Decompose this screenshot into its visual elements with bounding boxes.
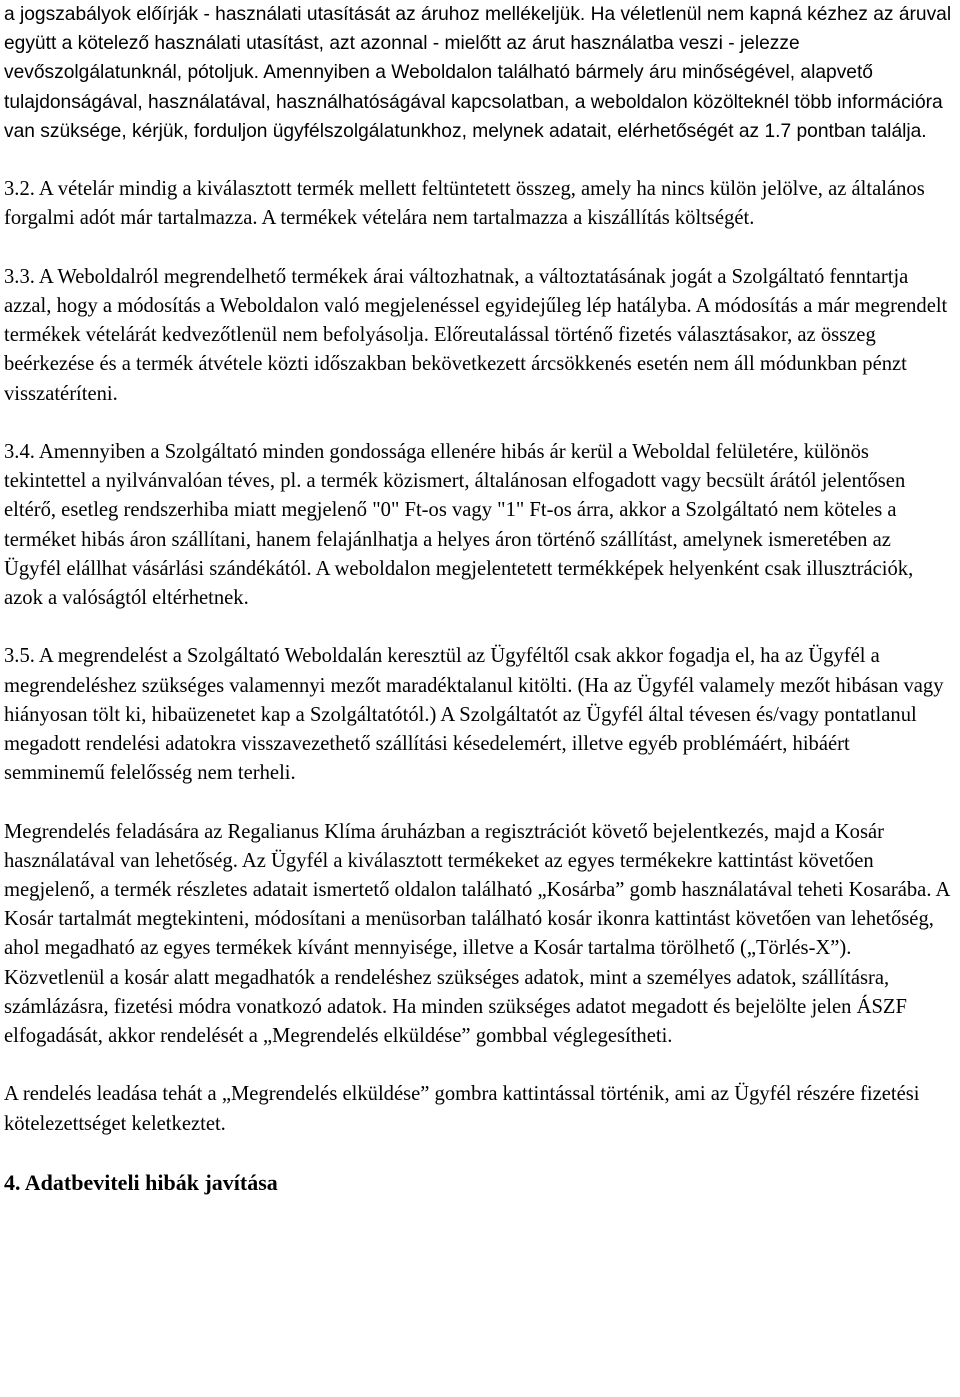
- paragraph-order-submission: A rendelés leadása tehát a „Megrendelés elküldése” gombra kattintással történik, ami az Ügyfél részére fizetési kötelezettséget keletkeztet.: [4, 1083, 920, 1135]
- paragraph-gap: [4, 409, 952, 438]
- paragraph-3-4: 3.4. Amennyiben a Szolgáltató minden gondossága ellenére hibás ár kerül a Weboldal felületére, különös tekintettel a nyilvánvalóan téves, pl. a termék közismert, általánosan elfogadott vagy becsült árától jelentősen eltérő, esetleg rendszerhiba miatt megjelenő "0" Ft-os vagy "1" Ft-os árra, akkor a Szolgáltató nem köteles a terméket hibás áron szállítani, hanem felajánlhatja a helyes áron történő szállítást, amelynek ismeretében az Ügyfél elállhat vásárlási szándékától. A weboldalon megjelentetett termékképek helyenként csak illusztrációk, azok a valóságtól eltérhetnek.: [4, 441, 914, 610]
- paragraph-3-1-continued: [4, 0, 952, 146]
- section-heading: 4. Adatbeviteli hibák javítása: [4, 1170, 278, 1196]
- paragraph-gap: [4, 613, 952, 642]
- paragraph-3-5: 3.5. A megrendelést a Szolgáltató Weboldalán keresztül az Ügyféltől csak akkor fogadja el, ha az Ügyfél a megrendeléshez szükséges valamennyi mezőt maradéktalanul kitölti. (Ha az Ügyfél valamely mezőt hibásan vagy hiányosan tölt ki, hibaüzenetet kap a Szolgáltatótól.) A Szolgáltatót az Ügyfél által tévesen és/vagy pontatlanul megadott rendelési adatokra visszavezethető szállítási késedelemért, illetve egyéb problémáért, hibáért semminemű felelősség nem terheli.: [4, 645, 944, 785]
- paragraph-3-2: 3.2. A vételár mindig a kiválasztott termék mellett feltüntetett összeg, amely ha nincs külön jelölve, az általános forgalmi adót már tartalmazza. A termékek vételára nem tartalmazza a kiszállítás költségét.: [4, 178, 925, 230]
- paragraph-gap: [4, 1139, 952, 1168]
- paragraph-gap: [4, 788, 952, 817]
- paragraph-ordering: Megrendelés feladására az Regalianus Klíma áruházban a regisztrációt követő bejelentkezés, majd a Kosár használatával van lehetőség. Az Ügyfél a kiválasztott termékeket az egyes termékekre kattintást követően megjelenő, a termék részletes adatait ismertető oldalon található „Kosárba” gomb használatával teheti Kosarába. A Kosár tartalmát megtekinteni, módosítani a menüsorban található kosár ikonra kattintást követően van lehetőség, ahol megadható az egyes termékek kívánt mennyisége, illetve a Kosár tartalma törölhető („Törlés-X”). Közvetlenül a kosár alatt megadhatók a rendeléshez szükséges adatok, mint a személyes adatok, szállításra, számlázásra, fizetési módra vonatkozó adatok. Ha minden szükséges adatot megadott és bejelölte jelen ÁSZF elfogadását, akkor rendelését a „Megrendelés elküldése” gombbal véglegesítheti.: [4, 820, 950, 1048]
- document-page: [4, 0, 952, 1197]
- paragraph-text: a jogszabályok előírják - használati utasítását az áruhoz mellékeljük. Ha véletlenül nem kapná kézhez az áruval együtt a kötelező használati utasítást, azt azonnal - mielőtt az árut használatba veszi - jelezze vevőszolgálatunknál, pótoljuk. Amennyiben a Weboldalon található bármely áru minőségével, alapvető tulajdonságával, használatával, használhatóságával kapcsolatban, a weboldalon közölteknél több információra van szüksége, kérjük, forduljon ügyfélszolgálatunkhoz, melynek adatait, elérhetőségét az 1.7 pontban találja.: [4, 4, 952, 142]
- paragraph-3-3: 3.3. A Weboldalról megrendelhető termékek árai változhatnak, a változtatásának jogát a Szolgáltató fenntartja azzal, hogy a módosítás a Weboldalon való megjelenéssel egyidejűleg lép hatályba. A módosítás a már megrendelt termékek vételárát kedvezőtlenül nem befolyásolja. Előreutalással történő fizetés választásakor, az összeg beérkezése és a termék átvétele közti időszakban bekövetkezett árcsökkenés esetén nem áll módunkban pénzt visszatéríteni.: [4, 265, 948, 405]
- paragraph-gap: [4, 146, 952, 175]
- paragraph-gap: [4, 234, 952, 263]
- paragraph-gap: [4, 1051, 952, 1080]
